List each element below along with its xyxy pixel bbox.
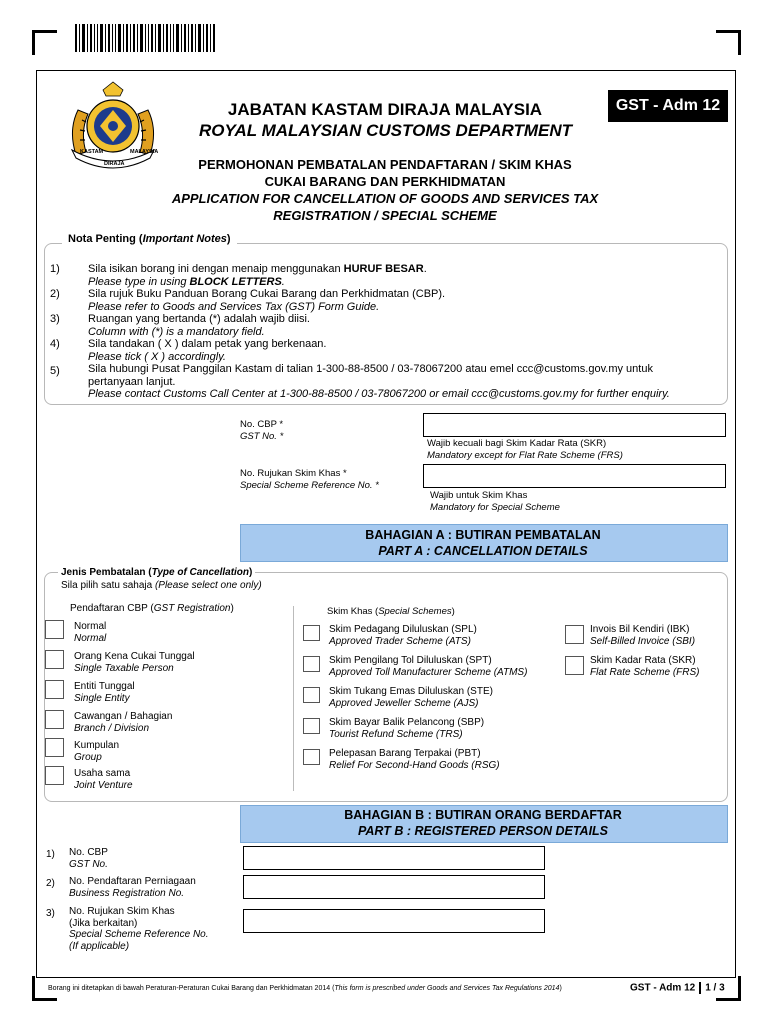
form-title-english-1: APPLICATION FOR CANCELLATION OF GOODS AND SERVICES TAX	[171, 191, 599, 206]
scheme-reference-input[interactable]	[243, 909, 545, 933]
form-title-malay-1: PERMOHONAN PEMBATALAN PENDAFTARAN / SKIM KHAS	[198, 157, 572, 172]
checkbox-normal[interactable]	[45, 620, 64, 639]
form-title-english-2: REGISTRATION / SPECIAL SCHEME	[273, 208, 497, 223]
cbp-input[interactable]	[423, 413, 726, 437]
column-divider	[293, 606, 294, 791]
gst-no-input[interactable]	[243, 846, 545, 870]
cbp-label: No. CBP * GST No. *	[240, 419, 284, 442]
option-group: Kumpulan Group	[74, 740, 120, 763]
checkbox-joint-venture[interactable]	[45, 766, 64, 785]
option-flat-rate-scheme: Skim Kadar Rata (SKR) Flat Rate Scheme (FRS)	[590, 655, 700, 678]
option-approved-trader: Skim Pedagang Diluluskan (SPL) Approved Trader Scheme (ATS)	[329, 624, 477, 647]
department-name-malay: JABATAN KASTAM DIRAJA MALAYSIA	[227, 100, 543, 119]
gst-registration-header: Pendaftaran CBP (GST Registration)	[70, 603, 234, 614]
option-approved-jeweller: Skim Tukang Emas Diluluskan (STE) Approved Jeweller Scheme (AJS)	[329, 686, 493, 709]
checkbox-self-billed-invoice[interactable]	[565, 625, 584, 644]
note-4: Sila tandakan ( X ) dalam petak yang berkenaan. Please tick ( X ) accordingly.	[88, 338, 327, 363]
checkbox-approved-jeweller[interactable]	[303, 687, 320, 703]
note-5: Sila hubungi Pusat Panggilan Kastam di talian 1-300-88-8500 / 03-78067200 atau emel ccc@customs.gov.my untuk pertanyaan lanjut. Please contact Customs Call Center at 1-300-88-8500 / 03-78067200 or email ccc@customs.gov.my for further enquiry.	[88, 363, 670, 400]
cbp-hint: Wajib kecuali bagi Skim Kadar Rata (SKR) Mandatory except for Flat Rate Scheme (FRS)	[427, 438, 623, 461]
option-tourist-refund: Skim Bayar Balik Pelancong (SBP) Tourist Refund Scheme (TRS)	[329, 717, 485, 740]
note-1: Sila isikan borang ini dengan menaip menggunakan HURUF BESAR. Please type in using BLOCK LETTERS.	[88, 263, 427, 288]
form-title-malay-2: CUKAI BARANG DAN PERKHIDMATAN	[264, 174, 506, 189]
checkbox-group[interactable]	[45, 738, 64, 757]
option-approved-toll-manufacturer: Skim Pengilang Tol Diluluskan (SPT) Approved Toll Manufacturer Scheme (ATMS)	[329, 655, 528, 678]
checkbox-single-entity[interactable]	[45, 680, 64, 699]
footer-form-code: GST - Adm 12 1 / 3	[630, 982, 725, 994]
important-notes-title: Nota Penting (Important Notes)	[62, 233, 237, 245]
option-single-taxable-person: Orang Kena Cukai Tunggal Single Taxable Person	[74, 651, 195, 674]
option-self-billed-invoice: Invois Bil Kendiri (IBK) Self-Billed Invoice (SBI)	[590, 624, 696, 647]
option-normal: Normal Normal	[74, 621, 107, 644]
registration-mark-top-left	[32, 30, 57, 55]
business-reg-label: No. Pendaftaran Perniagaan Business Registration No.	[69, 876, 196, 899]
note-2: Sila rujuk Buku Panduan Borang Cukai Barang dan Perkhidmatan (CBP). Please refer to Goods and Services Tax (GST) Form Guide.	[88, 288, 446, 313]
barcode	[75, 24, 215, 52]
svg-text:KASTAM: KASTAM	[80, 149, 104, 155]
svg-text:DIRAJA: DIRAJA	[104, 161, 125, 167]
part-a-title-english: PART A : CANCELLATION DETAILS	[378, 544, 588, 558]
scheme-reference-label: No. Rujukan Skim Khas (Jika berkaitan) Special Scheme Reference No. (If applicable)	[69, 906, 209, 952]
option-joint-venture: Usaha sama Joint Venture	[74, 768, 133, 791]
checkbox-approved-trader[interactable]	[303, 625, 320, 641]
scheme-ref-input[interactable]	[423, 464, 726, 488]
checkbox-tourist-refund[interactable]	[303, 718, 320, 734]
gst-no-label: No. CBP GST No.	[69, 847, 108, 870]
note-number: 3)	[50, 313, 60, 325]
note-number: 4)	[50, 338, 60, 350]
form-code-badge: GST - Adm 12	[608, 90, 728, 122]
checkbox-approved-toll-manufacturer[interactable]	[303, 656, 320, 672]
part-b-title-malay: BAHAGIAN B : BUTIRAN ORANG BERDAFTAR	[344, 808, 622, 822]
registration-mark-top-right	[716, 30, 741, 55]
option-branch-division: Cawangan / Bahagian Branch / Division	[74, 711, 173, 734]
special-schemes-header: Skim Khas (Special Schemes)	[327, 606, 455, 617]
checkbox-second-hand-goods[interactable]	[303, 749, 320, 765]
part-a-title-malay: BAHAGIAN A : BUTIRAN PEMBATALAN	[365, 528, 601, 542]
note-number: 2)	[50, 288, 60, 300]
scheme-ref-label: No. Rujukan Skim Khas * Special Scheme Reference No. *	[240, 468, 379, 491]
note-number: 1)	[50, 263, 60, 275]
footer-regulation-text: Borang ini ditetapkan di bawah Peraturan-Peraturan Cukai Barang dan Perkhidmatan 2014 (This form is prescribed under Goods and Services Tax Regulations 2014)	[48, 985, 562, 992]
page-number: 1 / 3	[705, 982, 725, 994]
field-number: 3)	[46, 908, 55, 919]
business-reg-input[interactable]	[243, 875, 545, 899]
checkbox-branch-division[interactable]	[45, 710, 64, 729]
field-number: 2)	[46, 878, 55, 889]
svg-text:MALAYSIA: MALAYSIA	[130, 149, 159, 155]
checkbox-single-taxable-person[interactable]	[45, 650, 64, 669]
department-name-english: ROYAL MALAYSIAN CUSTOMS DEPARTMENT	[198, 121, 573, 140]
select-one-hint: Sila pilih satu sahaja (Please select one only)	[61, 580, 262, 591]
note-number: 5)	[50, 365, 60, 377]
scheme-ref-hint: Wajib untuk Skim Khas Mandatory for Special Scheme	[430, 490, 560, 513]
part-b-title-english: PART B : REGISTERED PERSON DETAILS	[357, 824, 609, 838]
checkbox-flat-rate-scheme[interactable]	[565, 656, 584, 675]
note-3: Ruangan yang bertanda (*) adalah wajib diisi. Column with (*) is a mandatory field.	[88, 313, 310, 338]
option-second-hand-goods: Pelepasan Barang Terpakai (PBT) Relief For Second-Hand Goods (RSG)	[329, 748, 500, 771]
cancellation-type-label: Jenis Pembatalan (Type of Cancellation)	[58, 567, 255, 578]
option-single-entity: Entiti Tunggal Single Entity	[74, 681, 135, 704]
field-number: 1)	[46, 849, 55, 860]
